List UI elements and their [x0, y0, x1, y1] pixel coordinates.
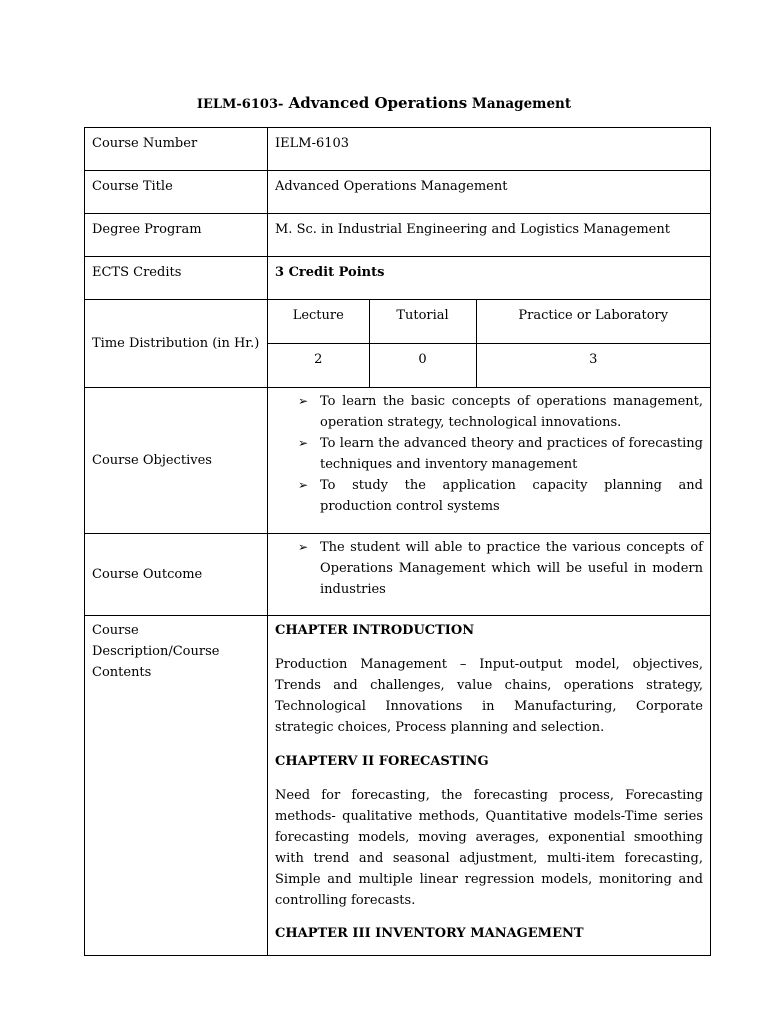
list-item: ➢ To study the application capacity planning and production control systems	[275, 475, 703, 517]
value-tutorial: 0	[369, 344, 476, 388]
title-tail: Management	[467, 96, 572, 112]
time-distribution-table	[268, 300, 710, 387]
arrow-bullet-icon: ➢	[298, 436, 309, 450]
row-course-description	[85, 616, 711, 956]
title-main: Advanced Operations	[283, 94, 468, 112]
page-title	[0, 94, 768, 112]
value-lecture: 2	[268, 344, 369, 388]
objectives-list	[275, 391, 703, 517]
row-course-objectives	[85, 388, 711, 534]
chapter-1-title: CHAPTER INTRODUCTION	[275, 623, 475, 638]
course-description-label-line: Description/Course	[92, 644, 220, 659]
arrow-bullet-icon: ➢	[298, 478, 309, 492]
course-number-value: IELM-6103	[268, 128, 711, 171]
ects-credits-value: 3 Credit Points	[268, 257, 711, 300]
list-item: ➢ To learn the advanced theory and practices of forecasting techniques and inventory management	[275, 433, 703, 475]
course-objectives-content	[268, 388, 711, 534]
time-distribution-grid	[268, 300, 711, 388]
row-course-number	[85, 128, 711, 171]
course-description-label-line: Course	[92, 623, 139, 638]
row-ects-credits	[85, 257, 711, 300]
header-practice: Practice or Laboratory	[476, 300, 710, 344]
course-objectives-label: Course Objectives	[85, 388, 268, 534]
value-practice: 3	[476, 344, 710, 388]
degree-program-value: M. Sc. in Industrial Engineering and Logistics Management	[268, 214, 711, 257]
course-description-content	[268, 616, 711, 956]
arrow-bullet-icon: ➢	[298, 394, 309, 408]
list-item: ➢ The student will able to practice the various concepts of Operations Management which will be useful in modern industries	[275, 537, 703, 600]
chapter-3-title: CHAPTER III INVENTORY MANAGEMENT	[275, 926, 584, 941]
outcome-list	[275, 537, 703, 600]
title-code: IELM-6103-	[196, 97, 284, 112]
course-title-label: Course Title	[85, 171, 268, 214]
header-lecture: Lecture	[292, 308, 344, 323]
row-time-distribution	[85, 300, 711, 388]
course-description-label	[85, 616, 268, 956]
chapter-2-text: Need for forecasting, the forecasting process, Forecasting methods- qualitative methods, Quantitative models-Time series forecasting models, moving averages, exponential smoothing with trend and seasonal adjustment, multi-item forecasting, Simple and multiple linear regression models, monitoring and controlling forecasts.	[275, 788, 703, 908]
arrow-bullet-icon: ➢	[298, 540, 309, 554]
row-degree-program	[85, 214, 711, 257]
ects-credits-label: ECTS Credits	[85, 257, 268, 300]
time-distribution-values	[268, 344, 710, 388]
course-outcome-content	[268, 534, 711, 616]
header-tutorial: Tutorial	[369, 300, 476, 344]
course-number-label: Course Number	[85, 128, 268, 171]
row-course-title	[85, 171, 711, 214]
chapter-1-text: Production Management – Input-output model, objectives, Trends and challenges, value chains, operations strategy, Technological Innovations in Manufacturing, Corporate strategic choices, Process planning and selection.	[275, 657, 703, 735]
time-distribution-headers	[268, 300, 710, 344]
list-item: ➢ To learn the basic concepts of operations management, operation strategy, technological innovations.	[275, 391, 703, 433]
course-outcome-label: Course Outcome	[85, 534, 268, 616]
chapter-2-title: CHAPTERV II FORECASTING	[275, 754, 489, 769]
course-table	[84, 127, 711, 956]
row-course-outcome	[85, 534, 711, 616]
course-description-label-line: Contents	[92, 665, 152, 680]
degree-program-label: Degree Program	[85, 214, 268, 257]
time-distribution-label: Time Distribution (in Hr.)	[85, 300, 268, 388]
course-title-value: Advanced Operations Management	[268, 171, 711, 214]
